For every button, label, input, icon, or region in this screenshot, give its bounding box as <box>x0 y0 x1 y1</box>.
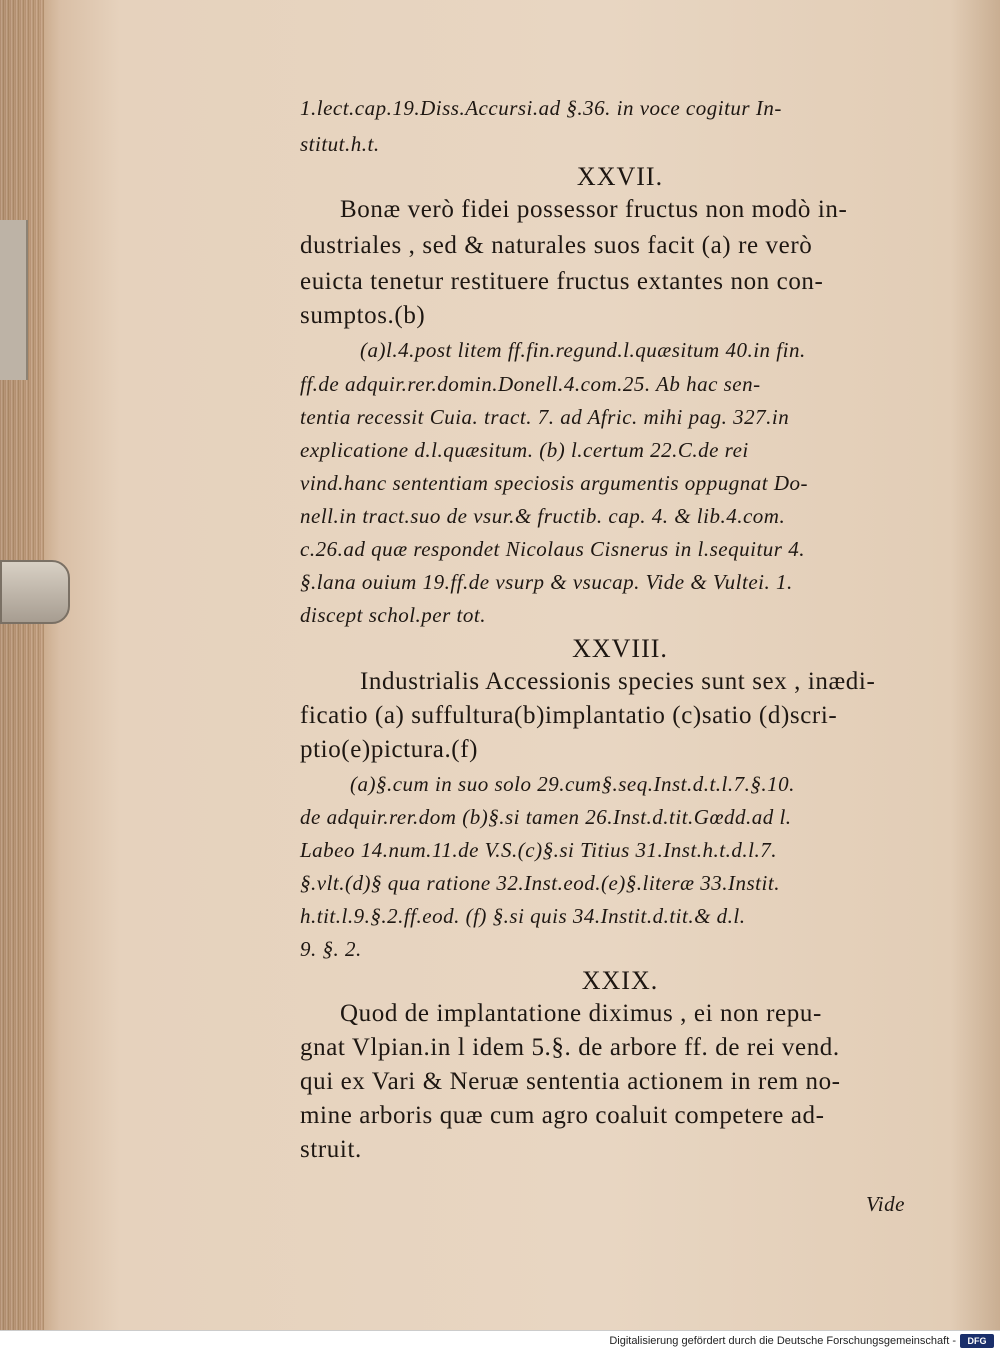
text-line: tentia recessit Cuia. tract. 7. ad Afric. mihi pag. 327.in <box>300 405 790 429</box>
text-line: stitut.h.t. <box>300 132 380 156</box>
text-line: Vide <box>866 1192 905 1216</box>
text-line: 1.lect.cap.19.Diss.Accursi.ad §.36. in voce cogitur In- <box>300 96 782 120</box>
text-line: mine arboris quæ cum agro coaluit competere ad- <box>300 1102 825 1129</box>
dfg-logo: DFG <box>960 1334 994 1348</box>
text-line: Industrialis Accessionis species sunt sex , inædi- <box>360 668 876 695</box>
funding-note: Digitalisierung gefördert durch die Deutsche Forschungsgemeinschaft - <box>609 1335 956 1347</box>
text-line: struit. <box>300 1136 362 1163</box>
text-line: Quod de implantatione diximus , ei non repu- <box>340 1000 822 1027</box>
text-line: ff.de adquir.rer.domin.Donell.4.com.25. Ab hac sen- <box>300 372 761 396</box>
text-line: qui ex Vari & Neruæ sententia actionem in rem no- <box>300 1068 841 1095</box>
text-line: sumptos.(b) <box>300 302 426 329</box>
text-line: euicta tenetur restituere fructus extantes non con- <box>300 268 824 295</box>
text-line: §.lana ouium 19.ff.de vsurp & vsucap. Vide & Vultei. 1. <box>300 570 793 594</box>
text-line: §.vlt.(d)§ qua ratione 32.Inst.eod.(e)§.literæ 33.Instit. <box>300 871 780 895</box>
text-line: explicatione d.l.quæsitum. (b) l.certum 22.C.de rei <box>300 438 749 462</box>
footer-bar <box>0 1330 1000 1352</box>
book-page-edges <box>0 0 44 1330</box>
text-line: dustriales , sed & naturales suos facit (a) re verò <box>300 232 813 259</box>
text-line: (a)l.4.post litem ff.fin.regund.l.quæsitum 40.in fin. <box>360 338 806 362</box>
section-number: XXVIII. <box>572 634 668 663</box>
book-clasp-bottom <box>0 560 70 624</box>
text-line: h.tit.l.9.§.2.ff.eod. (f) §.si quis 34.Instit.d.tit.& d.l. <box>300 904 746 928</box>
section-number: XXVII. <box>576 162 664 191</box>
text-line: Labeo 14.num.11.de V.S.(c)§.si Titius 31.Inst.h.t.d.l.7. <box>300 838 777 862</box>
text-line: discept schol.per tot. <box>300 603 486 627</box>
text-line: (a)§.cum in suo solo 29.cum§.seq.Inst.d.t.l.7.§.10. <box>350 772 795 796</box>
text-line: ficatio (a) suffultura(b)implantatio (c)satio (d)scri- <box>300 702 838 729</box>
text-line: vind.hanc sententiam speciosis argumentis oppugnat Do- <box>300 471 809 495</box>
text-line: Bonæ verò fidei possessor fructus non modò in- <box>340 196 848 223</box>
text-line: gnat Vlpian.in l idem 5.§. de arbore ff. de rei vend. <box>300 1034 840 1061</box>
text-line: ptio(e)pictura.(f) <box>300 736 479 763</box>
text-line: de adquir.rer.dom (b)§.si tamen 26.Inst.d.tit.Gœdd.ad l. <box>300 805 792 829</box>
text-line: c.26.ad quæ respondet Nicolaus Cisnerus in l.sequitur 4. <box>300 537 805 561</box>
text-line: 9. §. 2. <box>300 937 362 961</box>
text-line: nell.in tract.suo de vsur.& fructib. cap. 4. & lib.4.com. <box>300 504 786 528</box>
book-clasp-top <box>0 220 28 380</box>
section-number: XXIX. <box>581 966 659 995</box>
